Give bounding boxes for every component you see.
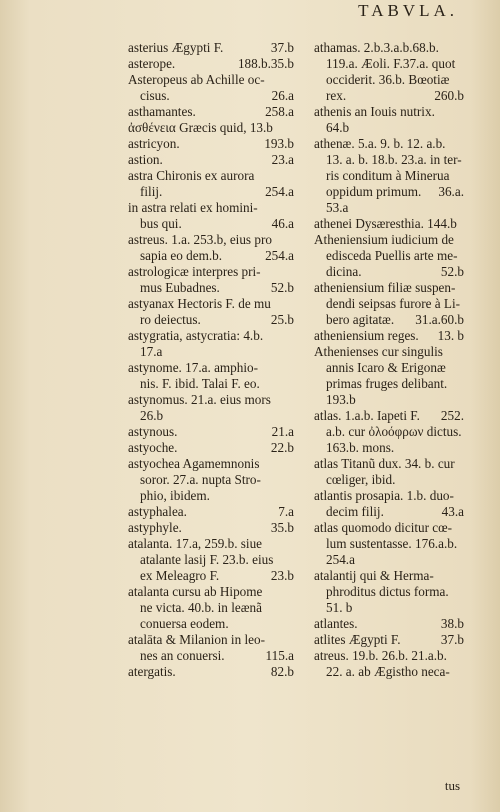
entry-text: Asteropeus ab Achille oc- xyxy=(128,72,265,87)
entry-text: astygratia, astycratia: 4.b. xyxy=(128,328,264,343)
entry-text: phio, ibidem. xyxy=(140,488,210,503)
entry-text: 119.a. Æoli. F.37.a. quot xyxy=(326,56,456,71)
entry-text: 64.b xyxy=(326,120,350,135)
entry-text: atheniensium reges. xyxy=(314,328,419,343)
index-column-left xyxy=(128,40,294,680)
entry-text: nes an conuersi. xyxy=(140,648,225,663)
index-entry-line xyxy=(128,104,294,120)
entry-reference: 31.a.60.b xyxy=(415,312,464,327)
index-entry-line xyxy=(314,568,464,584)
entry-text: a.b. cur ὀλοόφρων dictus. xyxy=(326,424,462,439)
entry-text: atalante lasij F. 23.b. eius xyxy=(140,552,274,567)
index-entry-line xyxy=(128,344,294,360)
index-entry-line xyxy=(128,520,294,536)
entry-text: astynome. 17.a. amphio- xyxy=(128,360,259,375)
entry-text: edisceda Puellis arte me- xyxy=(326,248,458,263)
entry-text: ex Meleagro F. xyxy=(140,568,220,583)
index-entry-line xyxy=(314,632,464,648)
index-entry-line xyxy=(314,392,464,408)
entry-text: astyoche. xyxy=(128,440,178,455)
index-entry-line xyxy=(314,184,464,200)
index-entry-line xyxy=(314,88,464,104)
index-entry-line xyxy=(314,296,464,312)
entry-text: astyanax Hectoris F. de mu xyxy=(128,296,271,311)
index-entry-line xyxy=(128,72,294,88)
index-entry-line xyxy=(314,264,464,280)
entry-text: atalanta cursu ab Hipome xyxy=(128,584,263,599)
index-entry-line xyxy=(314,40,464,56)
entry-text: astynous. xyxy=(128,424,178,439)
index-entry-line xyxy=(314,136,464,152)
entry-reference: 35.b xyxy=(270,520,294,535)
index-entry-line xyxy=(128,536,294,552)
entry-text: Atheniensium iudicium de xyxy=(314,232,454,247)
index-entry-line xyxy=(128,152,294,168)
entry-reference: 38.b xyxy=(440,616,464,631)
index-entry-line xyxy=(128,312,294,328)
index-column-right xyxy=(314,40,464,680)
entry-reference: 21.a xyxy=(271,424,294,439)
entry-reference: 82.b xyxy=(270,664,294,679)
entry-text: astion. xyxy=(128,152,163,167)
index-entry-line xyxy=(128,408,294,424)
index-entry-line xyxy=(314,120,464,136)
index-entry-line xyxy=(128,296,294,312)
index-entry-line xyxy=(128,472,294,488)
entry-text: atreus. 19.b. 26.b. 21.a.b. xyxy=(314,648,447,663)
entry-text: athenæ. 5.a. 9. b. 12. a.b. xyxy=(314,136,446,151)
entry-reference: 43.a xyxy=(441,504,464,519)
entry-text: soror. 27.a. nupta Stro- xyxy=(140,472,261,487)
index-entry-line xyxy=(128,648,294,664)
index-entry-line xyxy=(128,328,294,344)
index-entry-line xyxy=(314,408,464,424)
index-entry-line xyxy=(128,456,294,472)
entry-text: bero agitatæ. xyxy=(326,312,395,327)
entry-reference: 22.b xyxy=(270,440,294,455)
entry-text: bus qui. xyxy=(140,216,182,231)
entry-text: astynomus. 21.a. eius mors xyxy=(128,392,271,407)
entry-reference: 7.a xyxy=(278,504,294,519)
entry-reference: 26.a xyxy=(271,88,294,103)
entry-text: astra Chironis ex aurora xyxy=(128,168,255,183)
entry-text: asterius Ægypti F. xyxy=(128,40,224,55)
index-entry-line xyxy=(314,664,464,680)
entry-text: 193.b xyxy=(326,392,356,407)
running-header: TABVLA. xyxy=(358,1,458,20)
entry-text: 53.a xyxy=(326,200,349,215)
entry-reference: 37.b xyxy=(270,40,294,55)
index-entry-line xyxy=(314,200,464,216)
index-entry-line xyxy=(314,344,464,360)
entry-text: atlas quomodo dicitur cœ- xyxy=(314,520,453,535)
entry-text: atergatis. xyxy=(128,664,176,679)
index-entry-line xyxy=(128,216,294,232)
entry-reference: 254.a xyxy=(265,248,294,263)
index-entry-line xyxy=(314,168,464,184)
index-entry-line xyxy=(314,56,464,72)
entry-text: atlas. 1.a.b. Iapeti F. xyxy=(314,408,420,423)
entry-reference: 254.a xyxy=(265,184,294,199)
entry-reference: 188.b.35.b xyxy=(237,56,294,71)
entry-reference: 23.a xyxy=(271,152,294,167)
entry-text: atlantes. xyxy=(314,616,358,631)
entry-text: primas fruges delibant. xyxy=(326,376,448,391)
index-entry-line xyxy=(314,616,464,632)
entry-text: athenei Dysæresthia. 144.b xyxy=(314,216,457,231)
entry-reference: 25.b xyxy=(270,312,294,327)
entry-reference: 23.b xyxy=(270,568,294,583)
entry-text: 13. a. b. 18.b. 23.a. in ter- xyxy=(326,152,462,167)
index-entry-line xyxy=(128,360,294,376)
entry-text: atalanta. 17.a, 259.b. siue xyxy=(128,536,263,551)
entry-text: in astra relati ex homini- xyxy=(128,200,258,215)
index-entry-line xyxy=(128,440,294,456)
entry-reference: 36.a. xyxy=(438,184,464,199)
entry-text: cœliger, ibid. xyxy=(326,472,396,487)
index-entry-line xyxy=(314,600,464,616)
entry-reference: 52.b xyxy=(440,264,464,279)
index-entry-line xyxy=(128,392,294,408)
index-entry-line xyxy=(314,488,464,504)
index-entry-line xyxy=(128,88,294,104)
index-entry-line xyxy=(314,328,464,344)
index-entry-line xyxy=(128,424,294,440)
entry-text: 51. b xyxy=(326,600,353,615)
index-entry-line xyxy=(128,488,294,504)
index-entry-line xyxy=(128,504,294,520)
entry-text: annis Icaro & Erigonæ xyxy=(326,360,446,375)
index-entry-line xyxy=(128,248,294,264)
entry-text: 163.b. mons. xyxy=(326,440,395,455)
index-entry-line xyxy=(128,40,294,56)
entry-text: mus Eubadnes. xyxy=(140,280,220,295)
index-entry-line xyxy=(314,376,464,392)
index-entry-line xyxy=(128,664,294,680)
index-entry-line xyxy=(128,264,294,280)
entry-text: asterope. xyxy=(128,56,176,71)
index-entry-line xyxy=(314,552,464,568)
entry-text: 26.b xyxy=(140,408,164,423)
entry-text: ἀσθένεια Græcis quid, 13.b xyxy=(128,120,273,135)
index-entry-line xyxy=(128,120,294,136)
index-entry-line xyxy=(314,248,464,264)
index-entry-line xyxy=(314,280,464,296)
entry-text: oppidum primum. xyxy=(326,184,422,199)
entry-reference: 46.a xyxy=(271,216,294,231)
entry-text: atalantij qui & Herma- xyxy=(314,568,434,583)
index-entry-line xyxy=(128,568,294,584)
entry-text: atlas Titanũ dux. 34. b. cur xyxy=(314,456,455,471)
entry-text: nis. F. ibid. Talai F. eo. xyxy=(140,376,260,391)
index-entry-line xyxy=(314,360,464,376)
entry-text: cisus. xyxy=(140,88,170,103)
index-entry-line xyxy=(314,72,464,88)
entry-text: 22. a. ab Ægistho neca- xyxy=(326,664,450,679)
entry-text: ro deiectus. xyxy=(140,312,201,327)
index-entry-line xyxy=(314,104,464,120)
entry-reference: 13. b xyxy=(437,328,464,343)
index-entry-line xyxy=(128,376,294,392)
entry-reference: 260.b xyxy=(434,88,464,103)
entry-reference: 258.a xyxy=(265,104,294,119)
entry-text: decim filij. xyxy=(326,504,384,519)
index-entry-line xyxy=(128,136,294,152)
entry-text: atalāta & Milanion in leo- xyxy=(128,632,265,647)
index-entry-line xyxy=(314,152,464,168)
index-entry-line xyxy=(128,232,294,248)
entry-reference: 37.b xyxy=(440,632,464,647)
entry-reference: 52.b xyxy=(270,280,294,295)
index-entry-line xyxy=(128,168,294,184)
index-entry-line xyxy=(128,184,294,200)
index-entry-line xyxy=(128,632,294,648)
index-entry-line xyxy=(128,552,294,568)
index-entry-line xyxy=(314,424,464,440)
entry-text: ris conditum à Minerua xyxy=(326,168,450,183)
entry-text: phroditus dictus forma. xyxy=(326,584,449,599)
entry-text: atlites Ægypti F. xyxy=(314,632,401,647)
entry-text: asthamantes. xyxy=(128,104,196,119)
entry-reference: 115.a xyxy=(265,648,294,663)
entry-text: 17.a xyxy=(140,344,163,359)
index-entry-line xyxy=(314,216,464,232)
index-entry-line xyxy=(314,312,464,328)
index-entry-line xyxy=(314,456,464,472)
entry-text: occiderit. 36.b. Bœotiæ xyxy=(326,72,450,87)
entry-text: ne victa. 40.b. in leænã xyxy=(140,600,262,615)
index-entry-line xyxy=(128,584,294,600)
entry-text: astreus. 1.a. 253.b, eius pro xyxy=(128,232,272,247)
entry-text: rex. xyxy=(326,88,347,103)
entry-text: sapia eo dem.b. xyxy=(140,248,223,263)
entry-text: atlantis prosapia. 1.b. duo- xyxy=(314,488,454,503)
entry-text: athamas. 2.b.3.a.b.68.b. xyxy=(314,40,439,55)
index-entry-line xyxy=(314,584,464,600)
index-entry-line xyxy=(128,56,294,72)
entry-text: atheniensium filiæ suspen- xyxy=(314,280,456,295)
entry-text: conuersa eodem. xyxy=(140,616,229,631)
index-entry-line xyxy=(128,280,294,296)
entry-text: astricyon. xyxy=(128,136,180,151)
index-entry-line xyxy=(314,232,464,248)
index-entry-line xyxy=(314,520,464,536)
entry-text: 254.a xyxy=(326,552,355,567)
index-entry-line xyxy=(314,472,464,488)
entry-text: dicina. xyxy=(326,264,362,279)
catchword: tus xyxy=(444,778,460,793)
entry-text: astrologicæ interpres pri- xyxy=(128,264,261,279)
entry-text: astyphalea. xyxy=(128,504,187,519)
index-entry-line xyxy=(128,200,294,216)
index-entry-line xyxy=(314,504,464,520)
index-entry-line xyxy=(314,536,464,552)
entry-text: athenis an Iouis nutrix. xyxy=(314,104,435,119)
entry-text: lum sustentasse. 176.a.b. xyxy=(326,536,458,551)
entry-text: dendi seipsas furore à Li- xyxy=(326,296,461,311)
entry-reference: 193.b xyxy=(264,136,294,151)
entry-text: astyphyle. xyxy=(128,520,182,535)
entry-text: astyochea Agamemnonis xyxy=(128,456,260,471)
entry-text: Athenienses cur singulis xyxy=(314,344,443,359)
index-entry-line xyxy=(314,648,464,664)
index-entry-line xyxy=(128,600,294,616)
entry-text: filij. xyxy=(140,184,163,199)
entry-reference: 252. xyxy=(440,408,464,423)
index-entry-line xyxy=(128,616,294,632)
index-entry-line xyxy=(314,440,464,456)
